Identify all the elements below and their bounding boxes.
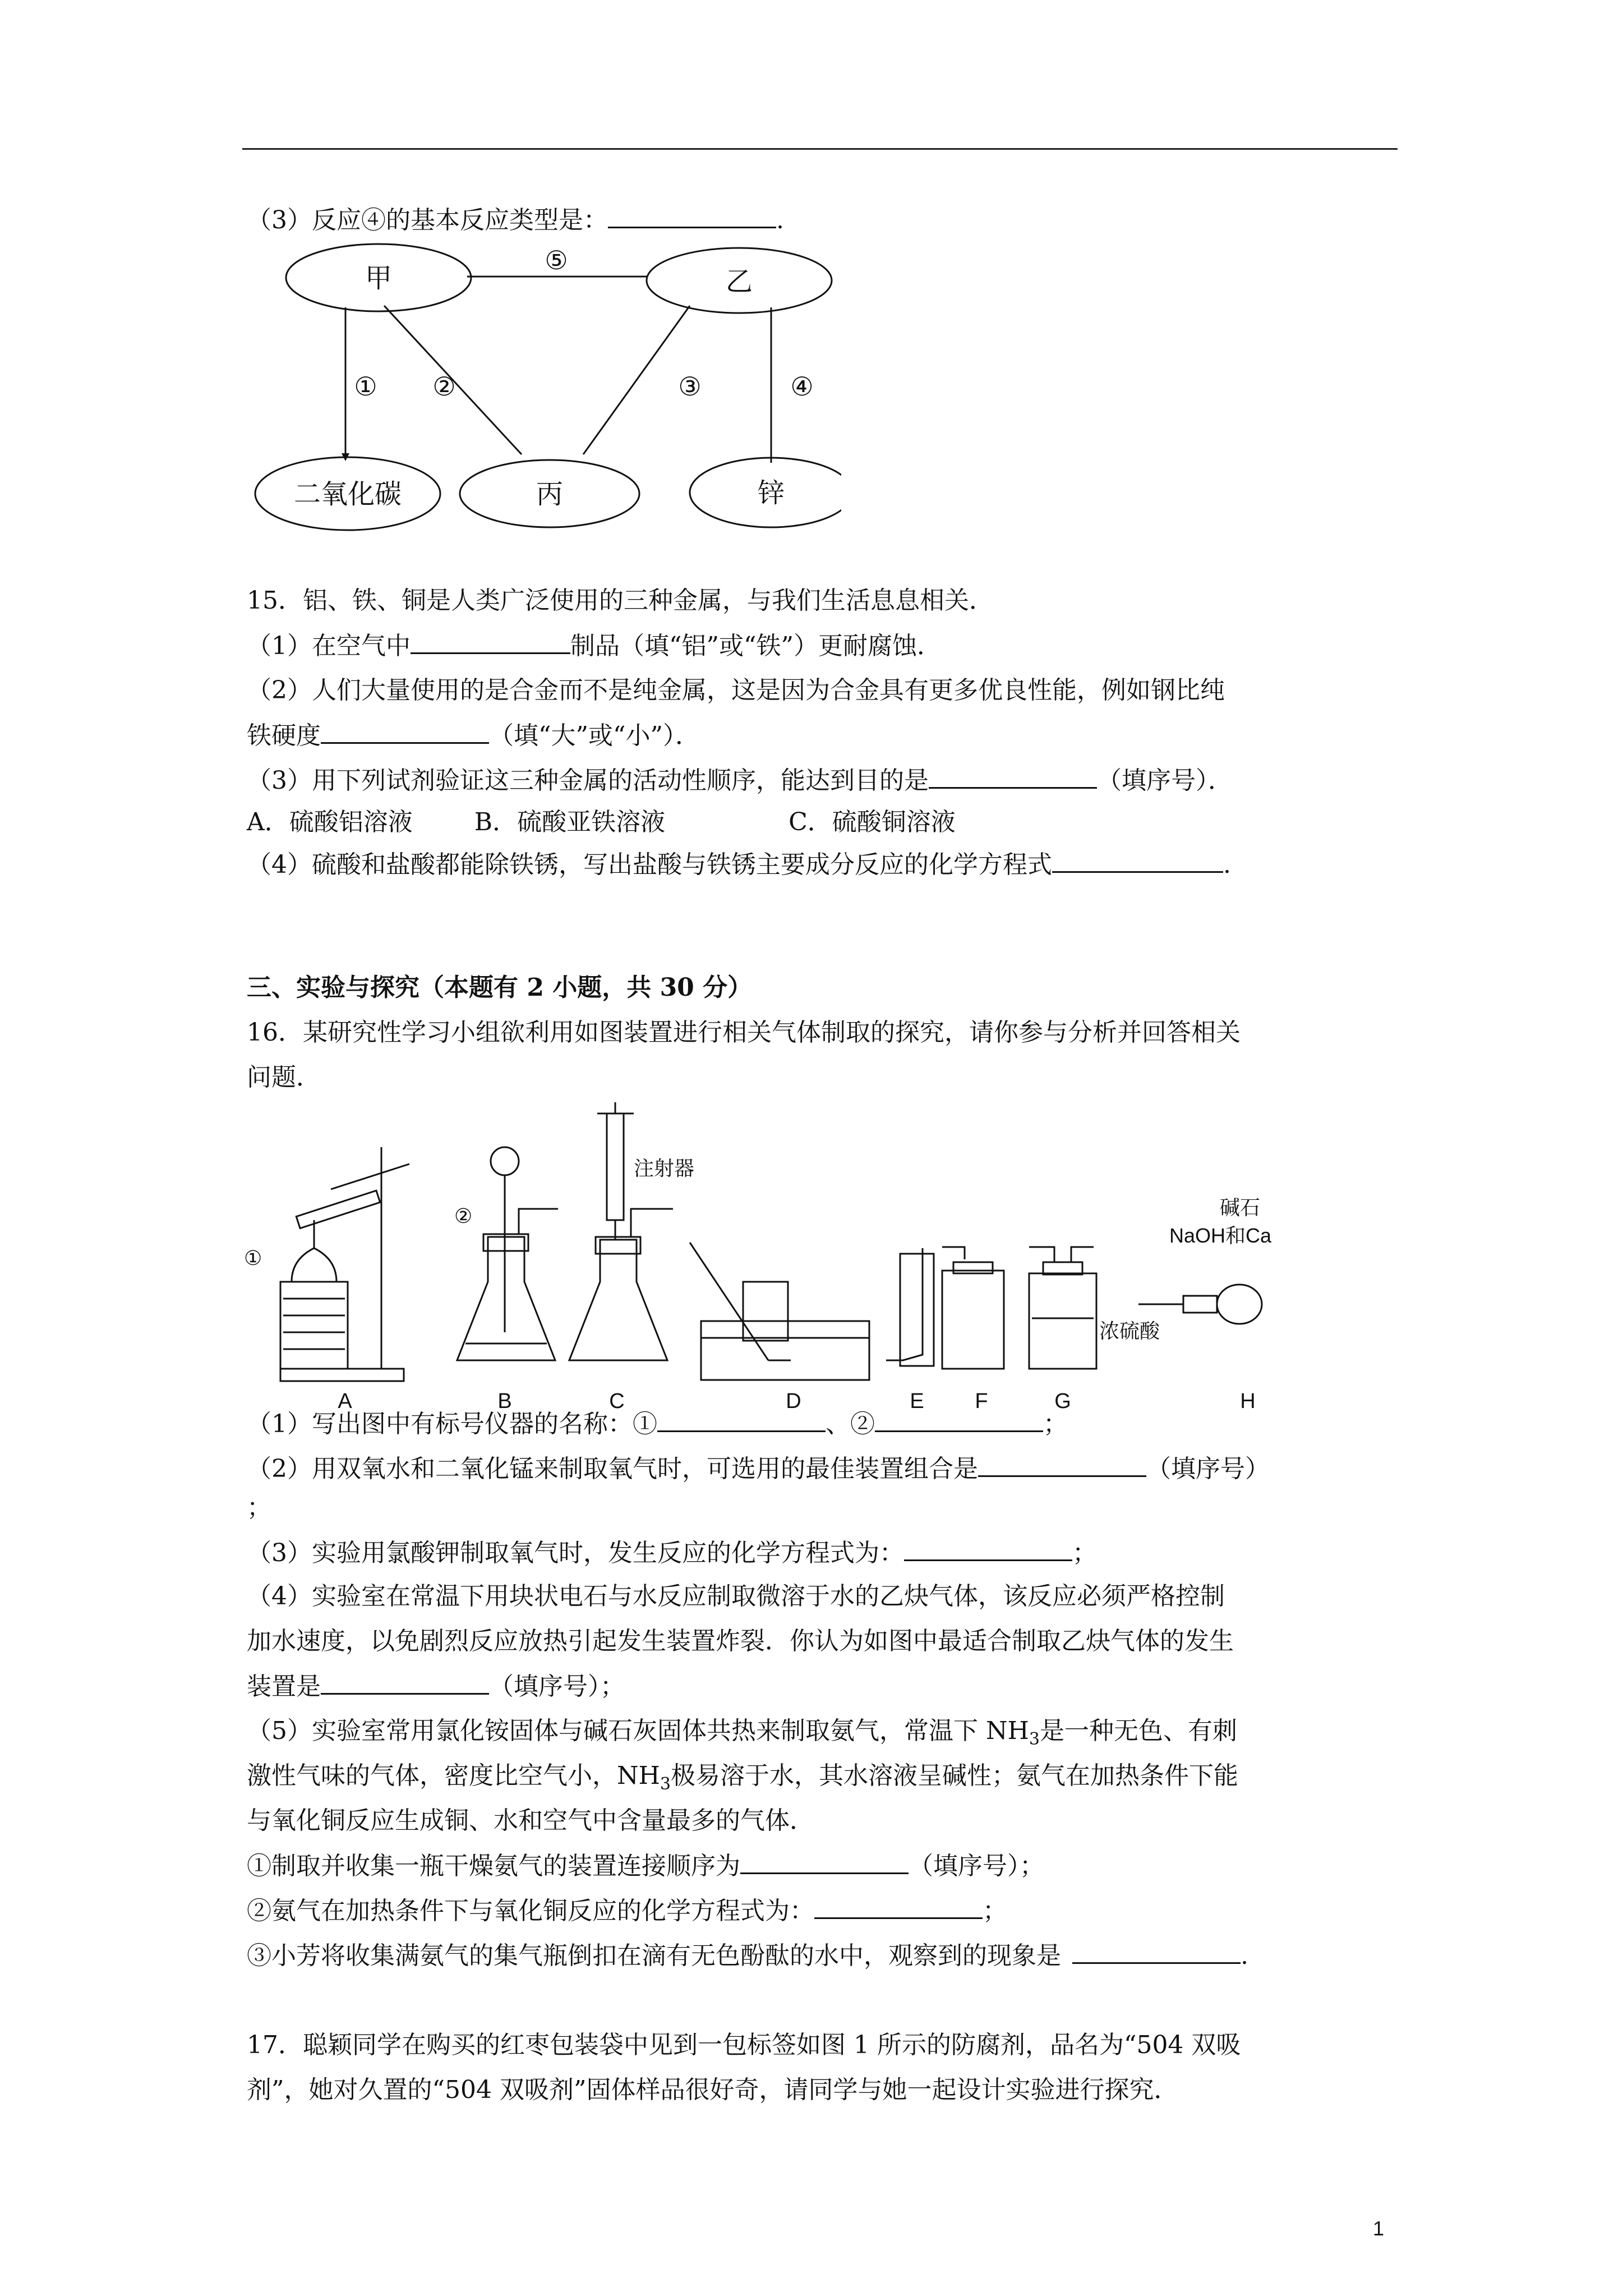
answer-blank[interactable] bbox=[875, 1408, 1043, 1432]
q15-options bbox=[247, 807, 956, 838]
subscript: 3 bbox=[660, 1774, 671, 1794]
q15-part2-text-a: 铁硬度 bbox=[247, 721, 321, 750]
edge-1-label: ① bbox=[354, 372, 377, 401]
q14-part3 bbox=[247, 204, 784, 236]
label-f: F bbox=[975, 1389, 988, 1411]
mark-2: ② bbox=[454, 1204, 473, 1227]
answer-blank[interactable] bbox=[929, 765, 1097, 789]
q16-part3-text: （3）实验用氯酸钾制取氧气时，发生反应的化学方程式为： bbox=[247, 1539, 904, 1567]
q15-part3-text-b: （填序号）． bbox=[1097, 766, 1233, 795]
acid-label: 浓硫酸 bbox=[1099, 1319, 1160, 1342]
answer-blank[interactable] bbox=[740, 1850, 909, 1874]
q16-sub1-text-a: ①制取并收集一瓶干燥氨气的装置连接顺序为 bbox=[247, 1852, 740, 1880]
q16-part5-line1 bbox=[247, 1715, 1237, 1755]
apparatus-e bbox=[886, 1248, 934, 1366]
soda-lime-label-1: 碱石 bbox=[1220, 1196, 1261, 1219]
apparatus-figure bbox=[241, 1097, 1284, 1411]
answer-blank[interactable] bbox=[411, 630, 570, 654]
node-co2-label: 二氧化碳 bbox=[293, 480, 402, 509]
q17-line1: 17．聪颖同学在购买的红枣包装袋中见到一包标签如图 1 所示的防腐剂，品名为“504 双吸 bbox=[247, 2031, 1241, 2059]
q16-sub3-text: ③小芳将收集满氨气的集气瓶倒扣在滴有无色酚酞的水中，观察到的现象是 bbox=[247, 1941, 1061, 1970]
answer-blank[interactable] bbox=[978, 1453, 1146, 1477]
label-e: E bbox=[910, 1389, 924, 1411]
subscript: 3 bbox=[1029, 1729, 1040, 1749]
answer-blank[interactable] bbox=[321, 1671, 489, 1695]
label-g: G bbox=[1054, 1389, 1071, 1411]
syringe-label: 注射器 bbox=[634, 1157, 695, 1180]
q16-part5-text-a: （5）实验室常用氯化铵固体与碱石灰固体共热来制取氨气，常温下 NH bbox=[247, 1717, 1029, 1745]
q16-part5-text-b: 是一种无色、有刺 bbox=[1039, 1717, 1237, 1745]
apparatus-a bbox=[280, 1147, 409, 1381]
apparatus-c bbox=[569, 1102, 673, 1360]
answer-blank[interactable] bbox=[904, 1537, 1072, 1561]
answer-blank[interactable] bbox=[1072, 1940, 1241, 1964]
q16-part5-text-c: 激性气味的气体，密度比空气小，NH bbox=[247, 1761, 660, 1790]
label-a: A bbox=[338, 1389, 352, 1411]
answer-blank[interactable] bbox=[321, 720, 489, 744]
option-b: B．硫酸亚铁溶液 bbox=[474, 808, 666, 836]
q16-sub1 bbox=[247, 1850, 1044, 1882]
apparatus-b bbox=[457, 1147, 558, 1360]
q16-part1-text-b: 、② bbox=[826, 1410, 875, 1438]
answer-blank[interactable] bbox=[608, 204, 776, 228]
edge-3-line bbox=[583, 306, 690, 454]
node-zn-label: 锌 bbox=[757, 478, 785, 508]
punct: ； bbox=[1072, 1539, 1097, 1567]
answer-blank[interactable] bbox=[814, 1895, 983, 1919]
soda-lime-label-2: NaOH和Ca bbox=[1169, 1224, 1272, 1247]
q16-part4-text-a: 装置是 bbox=[247, 1672, 321, 1701]
q16-part2-text-b: （填序号） bbox=[1146, 1455, 1270, 1483]
answer-blank[interactable] bbox=[657, 1408, 826, 1432]
node-yi-label: 乙 bbox=[725, 267, 753, 297]
option-a: A．硫酸铝溶液 bbox=[247, 808, 413, 836]
q16-sub3 bbox=[247, 1940, 1248, 1972]
mark-1: ① bbox=[244, 1246, 262, 1269]
option-c: C．硫酸铜溶液 bbox=[789, 808, 956, 836]
q16-part2 bbox=[247, 1453, 1270, 1485]
q15-part2-line1: （2）人们大量使用的是合金而不是纯金属，这是因为合金具有更多优良性能，例如钢比纯 bbox=[247, 676, 1225, 705]
q15-part1 bbox=[247, 630, 942, 662]
q16-stem-line1: 16．某研究性学习小组欲利用如图装置进行相关气体制取的探究，请你参与分析并回答相关 bbox=[247, 1018, 1241, 1047]
q17-line2: 剂”，她对久置的“504 双吸剂”固体样品很好奇，请同学与她一起设计实验进行探究． bbox=[247, 2076, 1179, 2104]
answer-blank[interactable] bbox=[1052, 849, 1223, 873]
q16-stem-line2: 问题． bbox=[247, 1063, 321, 1092]
q15-part4 bbox=[247, 849, 1231, 881]
q16-part5-line3: 与氧化铜反应生成铜、水和空气中含量最多的气体． bbox=[247, 1806, 814, 1835]
label-d: D bbox=[786, 1389, 801, 1411]
label-h: H bbox=[1240, 1389, 1256, 1411]
relation-diagram bbox=[241, 241, 841, 544]
q16-part4-line2: 加水速度，以免剧烈反应放热引起发生装置炸裂．你认为如图中最适合制取乙炔气体的发生 bbox=[247, 1627, 1234, 1655]
punct: ； bbox=[983, 1897, 1007, 1925]
q15-part2-text-b: （填“大”或“小”）． bbox=[489, 721, 700, 750]
apparatus-g bbox=[1029, 1247, 1096, 1369]
edge-4-label: ④ bbox=[790, 372, 814, 401]
q16-part5-line2 bbox=[247, 1760, 1238, 1800]
q15-part1-text-a: （1）在空气中 bbox=[247, 632, 411, 660]
label-c: C bbox=[609, 1389, 625, 1411]
edge-5-label: ⑤ bbox=[545, 246, 568, 275]
q15-stem: 15．铝、铁、铜是人类广泛使用的三种金属，与我们生活息息相关． bbox=[247, 586, 994, 615]
q16-sub2-text: ②氨气在加热条件下与氧化铜反应的化学方程式为： bbox=[247, 1897, 814, 1925]
apparatus-d bbox=[690, 1243, 869, 1380]
q15-part3 bbox=[247, 765, 1233, 797]
q16-part4-text-b: （填序号）； bbox=[489, 1672, 625, 1701]
q16-part2-tail: ； bbox=[247, 1493, 271, 1522]
q16-part4-line1: （4）实验室在常温下用块状电石与水反应制取微溶于水的乙炔气体，该反应必须严格控制 bbox=[247, 1582, 1225, 1611]
q15-part2-line2 bbox=[247, 720, 700, 752]
punct: . bbox=[776, 206, 784, 234]
page-number: 1 bbox=[1373, 2217, 1385, 2240]
punct: . bbox=[1223, 850, 1231, 879]
q14-part3-text: （3）反应④的基本反应类型是： bbox=[247, 206, 608, 234]
q16-part5-text-d: 极易溶于水，其水溶液呈碱性；氨气在加热条件下能 bbox=[670, 1761, 1238, 1790]
section-heading: 三、实验与探究（本题有 2 小题，共 30 分） bbox=[247, 973, 753, 1002]
q16-part3 bbox=[247, 1537, 1097, 1569]
q15-part1-text-b: 制品（填“铝”或“铁”）更耐腐蚀． bbox=[570, 632, 942, 660]
q15-part3-text-a: （3）用下列试剂验证这三种金属的活动性顺序，能达到目的是 bbox=[247, 766, 929, 795]
q16-sub1-text-b: （填序号）； bbox=[909, 1852, 1044, 1880]
edge-3-label: ③ bbox=[678, 372, 702, 401]
q15-part4-text: （4）硫酸和盐酸都能除铁锈，写出盐酸与铁锈主要成分反应的化学方程式 bbox=[247, 850, 1052, 879]
q16-part2-text-a: （2）用双氧水和二氧化锰来制取氧气时，可选用的最佳装置组合是 bbox=[247, 1455, 978, 1483]
punct: ； bbox=[1043, 1410, 1068, 1438]
node-bing-label: 丙 bbox=[536, 480, 564, 509]
apparatus-h bbox=[1138, 1285, 1262, 1324]
header-rule bbox=[242, 148, 1398, 150]
punct: . bbox=[1241, 1941, 1248, 1970]
q16-part4-line3 bbox=[247, 1671, 625, 1703]
node-jia-label: 甲 bbox=[365, 264, 393, 293]
apparatus-f bbox=[942, 1247, 1004, 1369]
q16-part1-text-a: （1）写出图中有标号仪器的名称：① bbox=[247, 1410, 657, 1438]
q16-sub2 bbox=[247, 1895, 1007, 1927]
edge-2-label: ② bbox=[432, 372, 456, 401]
label-b: B bbox=[497, 1389, 512, 1411]
q16-part1 bbox=[247, 1408, 1068, 1440]
